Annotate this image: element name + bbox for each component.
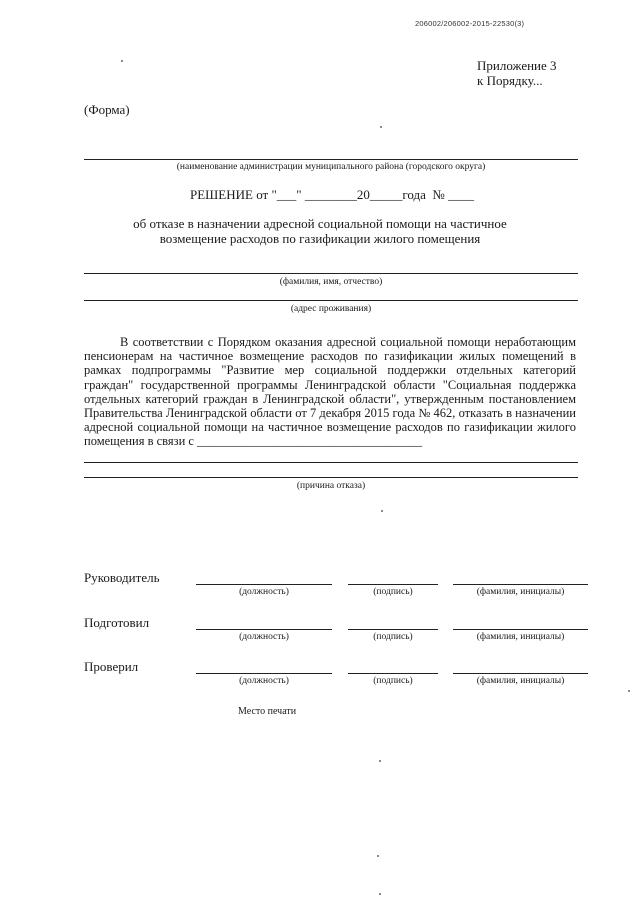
signature-label-head: Руководитель bbox=[84, 570, 160, 585]
signature-label-checked: Проверил bbox=[84, 659, 139, 674]
prepared-signature-line bbox=[348, 629, 438, 630]
prepared-signature-caption: (подпись) bbox=[373, 632, 413, 642]
head-position-line bbox=[196, 584, 332, 585]
admin-name-caption: (наименование администрации муниципального района (городского округа) bbox=[176, 162, 486, 172]
checked-signature-line bbox=[348, 673, 438, 674]
address-caption: (адрес проживания) bbox=[290, 304, 372, 314]
checked-position-line bbox=[196, 673, 332, 674]
scan-speck bbox=[379, 893, 381, 895]
reason-caption: (причина отказа) bbox=[296, 481, 366, 491]
checked-name-caption: (фамилия, инициалы) bbox=[476, 676, 565, 686]
prepared-name-line bbox=[453, 629, 588, 630]
scan-speck bbox=[381, 510, 383, 512]
fio-caption: (фамилия, имя, отчество) bbox=[279, 277, 383, 287]
prepared-name-caption: (фамилия, инициалы) bbox=[476, 632, 565, 642]
scan-speck bbox=[380, 126, 382, 128]
head-position-caption: (должность) bbox=[239, 587, 289, 597]
scan-speck bbox=[628, 690, 630, 692]
address-line bbox=[84, 300, 578, 301]
head-signature-caption: (подпись) bbox=[373, 587, 413, 597]
decision-body-paragraph: В соответствии с Порядком оказания адресной социальной помощи неработающим пенсионерам на частичное возмещение расходов по газификации жилых помещений в рамках подпрограммы "Развитие мер социальной поддержки отдельных категорий граждан" государственной программы Ленинградской области "Социальная поддержка отдельных категорий граждан в Ленинградской области", утвержденным постановлением Правительства Ленинградской области от 7 декабря 2015 года № 462, отказать в назначении адресной социальной помощи на частичное возмещение расходов по газификации жилого помещения в связи с ____________________________________ bbox=[84, 335, 576, 449]
prepared-position-caption: (должность) bbox=[239, 632, 289, 642]
form-label: (Форма) bbox=[84, 102, 130, 117]
checked-name-line bbox=[453, 673, 588, 674]
scan-speck bbox=[121, 60, 123, 62]
decision-heading: РЕШЕНИЕ от "___" ________20_____года № ____ bbox=[190, 187, 474, 202]
checked-position-caption: (должность) bbox=[239, 676, 289, 686]
appendix-line-2: к Порядку... bbox=[477, 73, 543, 88]
document-id: 206002/206002-2015-22530(3) bbox=[415, 19, 525, 28]
reason-line-1 bbox=[84, 462, 578, 463]
head-name-line bbox=[453, 584, 588, 585]
checked-signature-caption: (подпись) bbox=[373, 676, 413, 686]
prepared-position-line bbox=[196, 629, 332, 630]
decision-subtitle-line-2: возмещение расходов по газификации жилого помещения bbox=[159, 231, 481, 246]
fio-line bbox=[84, 273, 578, 274]
scan-speck bbox=[379, 760, 381, 762]
signature-label-prepared: Подготовил bbox=[84, 615, 150, 630]
head-signature-line bbox=[348, 584, 438, 585]
seal-place: Место печати bbox=[238, 706, 297, 717]
decision-body bbox=[84, 335, 576, 449]
reason-line-2 bbox=[84, 477, 578, 478]
appendix-line-1: Приложение 3 bbox=[477, 58, 557, 73]
decision-subtitle bbox=[120, 216, 520, 246]
head-name-caption: (фамилия, инициалы) bbox=[476, 587, 565, 597]
scan-speck bbox=[377, 855, 379, 857]
admin-name-line bbox=[84, 159, 578, 160]
appendix-reference bbox=[477, 58, 557, 88]
decision-subtitle-line-1: об отказе в назначении адресной социальной помощи на частичное bbox=[133, 216, 507, 231]
